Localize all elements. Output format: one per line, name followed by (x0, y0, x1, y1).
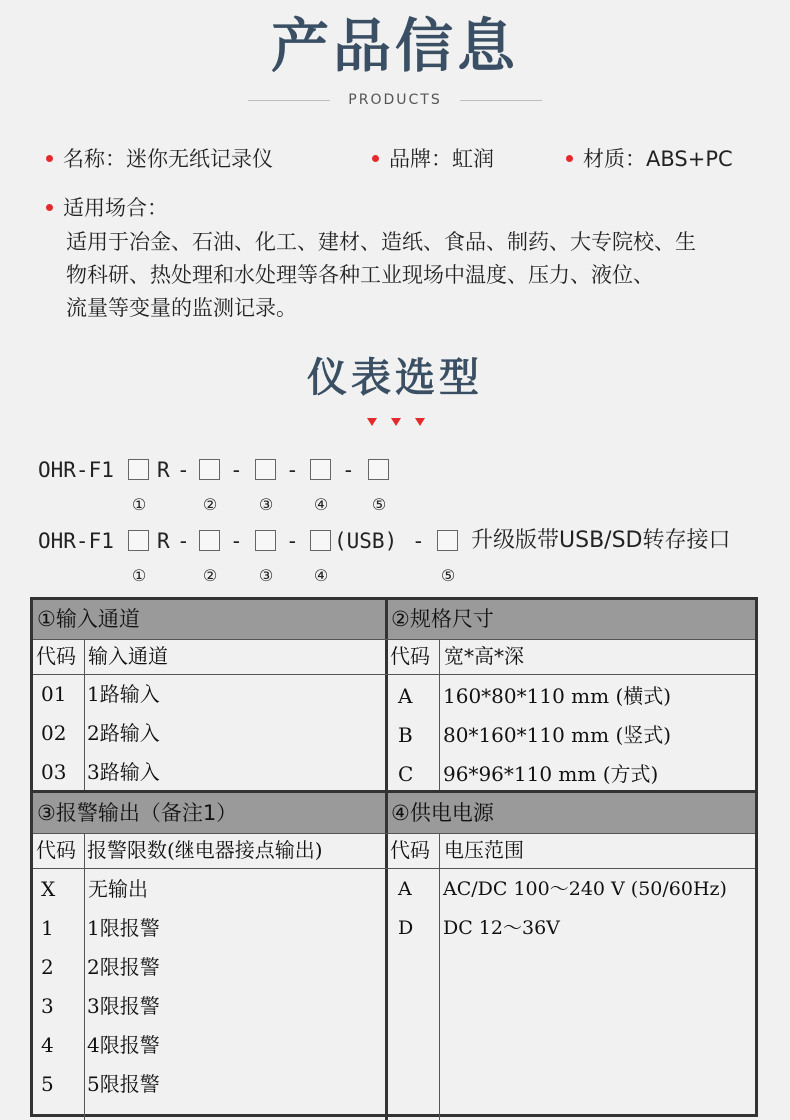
info-material (566, 144, 733, 174)
sec3-row-code: 1 (41, 916, 54, 940)
code-box-5 (368, 459, 389, 480)
bullet-dot-icon (46, 204, 53, 211)
model-dash: - (286, 458, 299, 482)
info-material-text: 材质：ABS+PC (583, 147, 733, 171)
sec1-col-code: 代码 (36, 644, 76, 668)
index-5: ⑤ (440, 566, 456, 585)
sec2-title: ②规格尺寸 (391, 607, 494, 631)
sec4-row-desc: DC 12～36V (443, 917, 560, 939)
sec3-row-code: 5 (41, 1072, 54, 1096)
code-box-4 (310, 530, 331, 551)
usage-line-2: 物科研、热处理和水处理等各种工业现场中温度、压力、液位、 (66, 263, 654, 287)
sec1-title: ①输入通道 (37, 607, 140, 631)
grid-line (439, 833, 440, 1120)
sec1-col-desc: 输入通道 (88, 644, 168, 668)
sec1-row-code: 02 (41, 721, 67, 745)
model-dash: - (230, 458, 243, 482)
sec2-row-code: C (398, 762, 414, 786)
model-dash: - (177, 529, 190, 553)
sec2-col-code: 代码 (390, 644, 430, 668)
sec4-title: ④供电电源 (391, 801, 494, 825)
grid-line (33, 674, 755, 675)
sec3-row-code: 2 (41, 955, 54, 979)
sec4-row-desc: AC/DC 100～240 V (50/60Hz) (443, 878, 727, 900)
sec3-title: ③报警输出（备注1） (37, 801, 238, 825)
section-title-selection: 仪表选型 (307, 355, 483, 401)
index-4: ④ (313, 495, 329, 514)
sec1-row-code: 01 (41, 682, 67, 706)
model-dash: - (412, 529, 425, 553)
usb-label: (USB) (334, 529, 398, 553)
model-dash: - (230, 529, 243, 553)
spec-table (30, 597, 758, 1117)
sec1-row-desc: 1路输入 (87, 682, 160, 706)
sec4-row-code: D (398, 917, 414, 939)
index-4: ④ (313, 566, 329, 585)
info-brand-text: 品牌：虹润 (389, 147, 494, 171)
index-5: ⑤ (371, 495, 387, 514)
sec2-col-desc: 宽*高*深 (444, 644, 524, 668)
sec2-row-desc: 80*160*110 mm (竖式) (443, 723, 672, 747)
info-name (46, 144, 273, 174)
grid-line (33, 868, 755, 869)
info-usage (46, 193, 168, 223)
model-r: R (157, 529, 170, 553)
sec3-row-desc: 无输出 (88, 877, 148, 901)
index-1: ① (131, 495, 147, 514)
code-box-5 (437, 530, 458, 551)
index-3: ③ (258, 566, 274, 585)
sec4-col-desc: 电压范围 (444, 838, 524, 862)
triangle-down-icon (367, 418, 377, 426)
bullet-dot-icon (46, 155, 53, 162)
info-brand (372, 144, 494, 174)
page-subtitle: PRODUCTS (348, 92, 442, 108)
upgrade-note: 升级版带USB/SD转存接口 (471, 528, 731, 553)
code-box-1 (128, 459, 149, 480)
sec3-row-desc: 1限报警 (87, 916, 160, 940)
triangle-down-icon (391, 418, 401, 426)
sec4-row-code: A (398, 878, 412, 900)
usage-line-3: 流量等变量的监测记录。 (66, 296, 297, 320)
sec3-row-code: X (41, 877, 56, 901)
model-dash: - (177, 458, 190, 482)
index-3: ③ (258, 495, 274, 514)
index-1: ① (131, 566, 147, 585)
index-2: ② (202, 495, 218, 514)
bullet-dot-icon (566, 155, 573, 162)
grid-line (84, 833, 85, 1120)
sec1-row-desc: 3路输入 (87, 760, 160, 784)
sec3-col-code: 代码 (36, 838, 76, 862)
grid-line (439, 639, 440, 790)
sec1-row-desc: 2路输入 (87, 721, 160, 745)
info-name-text: 名称：迷你无纸记录仪 (63, 147, 273, 171)
sec3-row-desc: 5限报警 (87, 1072, 160, 1096)
code-box-2 (199, 459, 220, 480)
grid-line (84, 639, 85, 790)
code-box-2 (199, 530, 220, 551)
sec2-row-desc: 160*80*110 mm (横式) (443, 684, 672, 708)
sec3-row-desc: 4限报警 (87, 1033, 160, 1057)
index-2: ② (202, 566, 218, 585)
sec4-col-code: 代码 (390, 838, 430, 862)
model-dash: - (342, 458, 355, 482)
sec1-row-code: 03 (41, 760, 67, 784)
model-prefix: OHR-F1 (38, 529, 114, 553)
bullet-dot-icon (372, 155, 379, 162)
sec3-col-desc: 报警限数(继电器接点输出) (87, 838, 323, 862)
usage-line-1: 适用于冶金、石油、化工、建材、造纸、食品、制药、大专院校、生 (66, 230, 696, 254)
sec2-row-code: B (398, 723, 413, 747)
sec3-row-code: 3 (41, 994, 54, 1018)
model-dash: - (286, 529, 299, 553)
triangle-down-icon (415, 418, 425, 426)
sec3-row-code: 4 (41, 1033, 54, 1057)
code-box-1 (128, 530, 149, 551)
info-usage-label: 适用场合： (63, 196, 168, 220)
code-box-4 (310, 459, 331, 480)
sec2-row-code: A (398, 684, 413, 708)
sec3-row-desc: 3限报警 (87, 994, 160, 1018)
divider-right (460, 100, 542, 101)
sec3-row-desc: 2限报警 (87, 955, 160, 979)
model-r: R (157, 458, 170, 482)
page-title: 产品信息 (270, 12, 519, 80)
sec2-row-desc: 96*96*110 mm (方式) (443, 762, 659, 786)
code-box-3 (255, 459, 276, 480)
table-divider-vertical (385, 600, 388, 1120)
code-box-3 (255, 530, 276, 551)
model-prefix: OHR-F1 (38, 458, 114, 482)
